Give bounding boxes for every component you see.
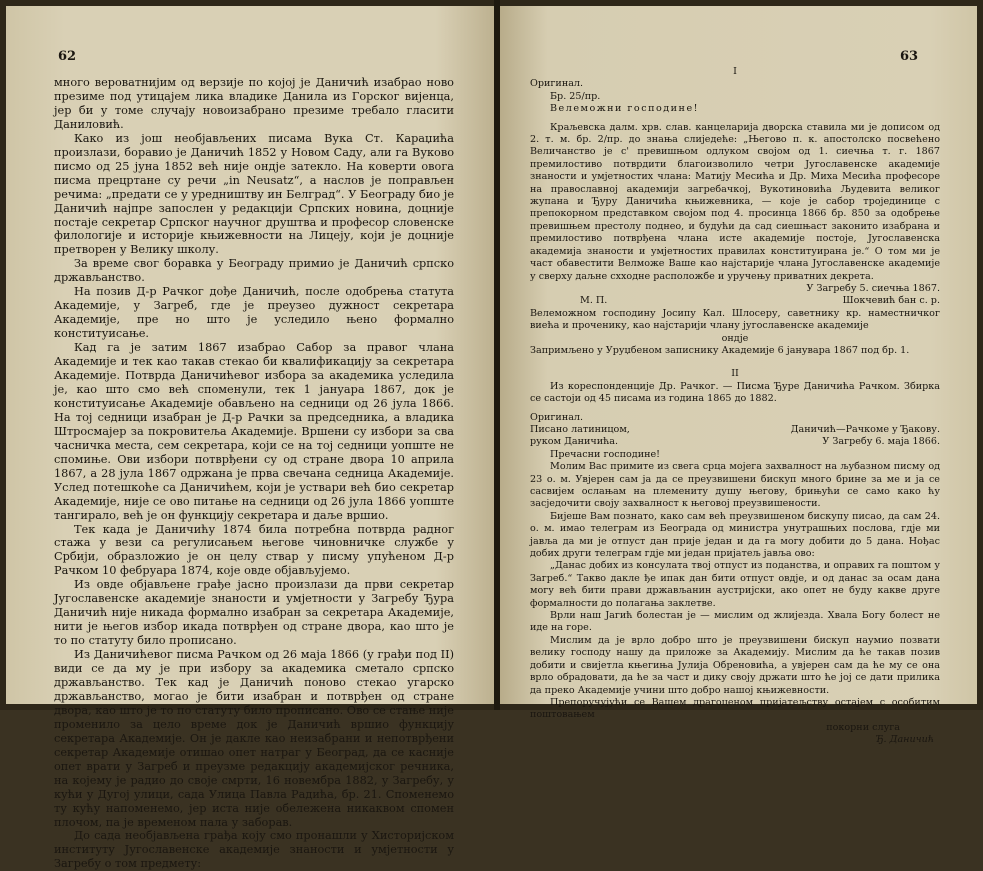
place-date: У Загребу 6. маја 1866. [822,436,940,448]
letter-paragraph: „Данас добих из консулата твој отпуст из поданства, и оправих га поштом у Загреб.“ Такво дакле ђе ипак дан бити отпуст овдје, и од данас за осам дана могу већ бити прави држављанин аустријски, ако опет не буду какве друге формалности до полагања заклетве. [530,560,940,609]
paragraph: За време свог боравка у Београду примио је Даничић српско држављанство. [54,257,454,285]
letter-header: Даничић—Рачкоме у Ђакову. [790,423,940,435]
paragraph: До сада необјављена грађа коју смо пронашли у Хисторијском институту Југославенске академије знаности и умјетности у Загребу о том предмету: [54,829,454,871]
document-label: Оригинал. [530,411,584,423]
letter-paragraph: Мислим да је врло добро што је преузвишени бискуп наумио позвати велику господу нашу да приложе за Академију. Мислим да ће такав позив добити и свијетла књегиња Јулија Обреновића, а увјерен сам да ће му се она врло обрадовати, да ће за част и дику своју држати што ће јој се дати прилика да преко Академије учини што добро нашој књижевности. [530,634,940,696]
letter-body: Краљевска далм. хрв. слав. канцеларија дворска ставила ми је дописом од 2. т. м. бр. 2/пр. до знања слиједеће: „Његово п. к. апостолско посвећено Величанство је с' превишњом одлуком својом од 1. сиечња т. г. 1867 премилостиво потврдити благоизволило четри Југославенске академије знаности и умјетностих члана: Матију Месића и Др. Миха Месића професоре на православној академији загребачкој, Вукотиновића Људевита великог жупана и Ђуру Даничића књижевника, — које је сабор тројединице с препокорном представком својом под 4. просинца 1866 бр. 850 за одобрење превишњем престолу поднео, и будући да сад сиешњаст законито изабрана и премилостиво потврђена члана исте академије постоје, Југославенска академија знаности и умјетностих правилах конституирана је.“ О том ми је част обавестити Велможе Ваше као најстарије члана Југославенске академије у сверху даљне схходне расположбе и уручењу приватних декрета. [530,121,940,282]
left-page-text [54,76,454,871]
hand-note: руком Даничића. [530,436,619,448]
right-page-text [530,66,940,747]
right-page [500,6,977,746]
page-number-left: 62 [58,49,77,64]
paragraph: много вероватнијим од верзије по којој је Даничић изабрао ново презиме под утицајем лика владике Данила из Горског вијенца, јер би у томе случају новоизабрано презиме требало гласити Даниловић. [54,76,454,131]
salutation: Велеможни господине! [550,103,699,115]
closing: покорни слуга [826,721,900,733]
signature: Ђ. Даничић [875,734,934,746]
paragraph: Тек када је Даничићу 1874 била потребна потврда радног стажа у вези са регулисањем његове чиновничке службе у Србији, образложио је он целу ствар у писму упућеном Д-р Рачком 10 фебруара 1874, које овде објављујемо. [54,522,454,578]
left-page [6,6,494,871]
salutation: Пречасни господине! [550,448,661,460]
paragraph: Из овде објављене грађе јасно произлази да први секретар Југославенске академије знаности и умјетности у Загребу Ђура Даничић није никада формално изабран за секретара Академије, нити је његов избор икада потврђен од стране двора, као што је то по статуту било прописано. [54,578,454,648]
letter-paragraph: Препоручујући се Вашем драгоценом пријатељству остајем с особитим поштовањем [530,696,940,721]
paragraph: Из Даничићевог писма Рачком од 26 маја 1866 (у грађи под II) види се да му је при избору за академика сметало српско држављанство. Тек кад је Даничић поново стекао угарско држављанство, могао је бити изабран и потврђен од стране двора, као што је то по статуту било прописано. Ово се стање није променило за цело време док је Даничић вршио функцију секретара Академије. Он је дакле као неизабрани и непотврђени секретар Академије отишао опет натраг у Београд, да се касније опет врати у Загреб и преузме редакцију академијског речника, на којему је радио до своје смрти, 16 новембра 1882, у Загребу, у кући у Дугој улици, сада Улица Павла Радића, бр. 21. Споменемо ту кућу напоменемо, јер иста није обележена никаквом спомен плочом, па је временом пала у заборав. [54,648,454,829]
seal-mark: М. П. [580,295,608,307]
letter-paragraph: Бијеше Вам познато, како сам већ преузвишеном бискупу писао, да сам 24. о. м. имао телеграм из Београда од министра унутрашњих послова, гдје ми јавља да ми је отпуст дан прије један и да га могу добити до 5 дана. Нођас добих други телеграм гдје ми један пријатељ јавља ово: [530,510,940,560]
letter-paragraph: Молим Вас примите из свега срца мојега захвалност на љубазном писму од 23 о. м. Увјерен сам ја да се преузвишени бискуп много брине за ме и ја се сасвијем ослањам на племениту душу његову, брињући се само како ћу засједочити своју захвалност к његовој преузвишености. [530,461,940,510]
paragraph: На позив Д-р Рачког дође Даничић, после одобрења статута Академије, у Загреб, где је преузео дужност секретара Академије, пре но што је уследило њено формално конституисање. [54,285,454,341]
paragraph: Кад га је затим 1867 изабрао Сабор за правог члана Академије и тек као такав стекао би квалификацију за секретара Академије. Потврда Даничићевог избора за академика уследила је, као што смо већ споменули, тек 1 јануара 1867, док је конституисање Академије обављено на седници од 26 јула 1866. На тој седници изабран је Д-р Рачки за председника, а владика Штросмајер за покровитеља Академије. Вршени су избори за сва часничка места, сем секретара, који се на тој седници уопште не спомиње. Ови избори потврђени су од стране двора 10 априла 1867, а 28 јула 1867 одржана је прва свечана седница Академије. Услед потешкоће са Даничићем, који је уствари већ био секретар Академије, није се ово питање на седници од 26 јула 1866 уопште тангирало, већ је он функцију секретара и даље вршио. [54,341,454,522]
registry-note: Запримљено у Уруџбеном записнику Академије 6 јанувара 1867 под бр. 1. [530,344,910,356]
place-date: У Загребу 5. сиечња 1867. [806,282,940,294]
written-note: Писано латиницом, [530,423,630,435]
document-reference: Бр. 25/пр. [550,90,601,102]
document-numeral: I [733,66,737,77]
ondje-label: ондје [721,332,749,344]
document-label: Оригинал. [530,78,584,90]
document-numeral: II [731,368,739,380]
signer: Шокчевић бан с. р. [842,295,940,307]
document-intro: Из кореспонденције Др. Рачког. — Писма Ђуре Даничића Рачком. Збирка се састоји од 45 писама из година 1865 до 1882. [530,380,940,405]
addressee: Велеможном господину Јосипу Кал. Шлосеру, саветнику кр. наместничког виећа и проченику, као најстарији члану југославенске академије [530,307,940,332]
page-number-right: 63 [900,49,919,64]
letter-paragraph: Врли наш Јагић болестан је — мислим од жлијезда. Хвала Богу болест не иде на горе. [530,610,940,634]
paragraph: Како из још необјављених писама Вука Ст. Караџића произлази, боравио је Даничић 1852 у Новом Саду, али га Вуково писмо од 25 јуна 1852 већ није ондје затекло. На коверти овога писма прецртане су речи „in Neusatz“, а наслов је поправљен речима: „предати се у уредништву ин Белград“. У Београду био је Даничић најпре запослен у редакцији Српских новина, доцније постаје секретар Српског научног друштва и професор словенске филологије и историје књижевности на Лицеју, који је доцније претворен у Велику школу. [54,131,454,257]
signature-row [530,295,940,307]
